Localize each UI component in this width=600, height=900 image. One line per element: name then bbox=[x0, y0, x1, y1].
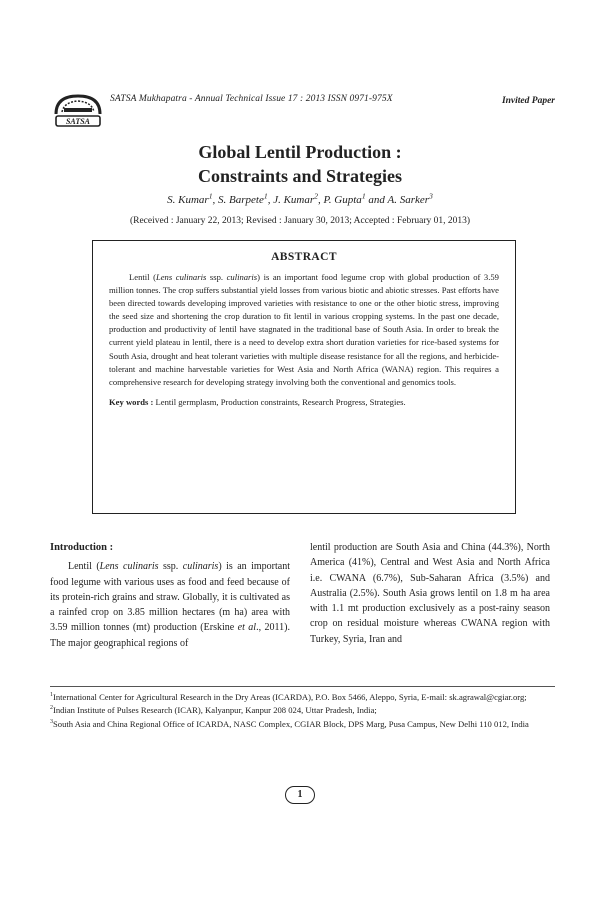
footnote: $^1$International Center for Agricultural Research in the Dry Areas (ICARDA), P.O. Box 5466, Aleppo, Syria, E-mail: sk.agrawal@cgiar.org; bbox=[50, 692, 527, 702]
author-affiliation: 1 bbox=[263, 191, 268, 201]
page-header bbox=[50, 92, 555, 132]
intro-paragraph-continued: lentil production are South Asia and China (44.3%), North America (41%), Central and West Asia and North Africa i.e. CWANA (6.7%), Sub-Saharan Africa (3.5%) and Australia (2.5%). South Asia grows lentil on 1.8 m ha area with 1.1 mt production exclusively as a post-rainy season crop on residual moisture whereas CWANA region with Turkey, Syria, Iran and bbox=[310, 542, 550, 645]
author-name: P. Gupta bbox=[323, 194, 362, 206]
keywords bbox=[109, 396, 499, 409]
footnote: $^2$Indian Institute of Pulses Research (ICAR), Kalyanpur, Kanpur 208 024, Uttar Pradesh, India; bbox=[50, 705, 377, 716]
section-heading: Introduction : bbox=[50, 542, 114, 553]
author-name: S. Kumar bbox=[167, 194, 209, 206]
body-column-right bbox=[310, 540, 550, 647]
body-column-left bbox=[50, 540, 290, 651]
page-number: 1 bbox=[285, 786, 315, 804]
author-name: A. Sarker bbox=[387, 194, 430, 206]
author-affiliation: 1 bbox=[361, 191, 366, 201]
title-line-2: Constraints and Strategies bbox=[197, 166, 402, 186]
abstract-heading: ABSTRACT bbox=[271, 251, 337, 263]
title-line-1: Global Lentil Production : bbox=[198, 142, 402, 162]
author-list: S. Kumar$^1$, S. Barpete$^1$, J. Kumar$^2$, P. Gupta$^1$ and A. Sarker$^3$ bbox=[167, 191, 433, 206]
journal-citation: SATSA Mukhapatra - Annual Technical Issue 17 : 2013 ISSN 0971-975X bbox=[110, 94, 393, 104]
author-affiliation: 2 bbox=[314, 191, 318, 201]
author-name: J. Kumar bbox=[273, 194, 315, 206]
author-affiliation: 1 bbox=[208, 191, 213, 201]
submission-dates: (Received : January 22, 2013; Revised : January 30, 2013; Accepted : February 01, 2013) bbox=[129, 216, 471, 226]
abstract-text: Lentil (Lens culinaris ssp. culinaris) is an important food legume crop with global production of 3.59 million tonnes. The crop suffers substantial yield losses from various biotic and abiotic stresses. Past efforts have been directed towards developing improved varieties with resistance to one or the other biotic stress, improving the seed size and shortening the crop duration to fit lentil in various cropping systems. In the past one decade, production and productivity of lentil have stagnated in the traditional base of South Asia. In order to break the current yield plateau in lentil, there is a need to develop extra short duration varieties for rice-based systems for South Asia, drought and heat tolerant varieties with multiple disease resistance for all the regions, and herbicide-tolerant and machine harvestable varieties for West Asia and North Africa (WANA) region. This requires a comprehensive research for developing strategy involving both the conventional and genomics tools. bbox=[109, 272, 499, 387]
author-name: S. Barpete bbox=[218, 194, 264, 206]
satsa-logo bbox=[50, 92, 106, 132]
affiliation-footnotes bbox=[50, 686, 555, 731]
keywords-list: Lentil germplasm, Production constraints, Research Progress, Strategies. bbox=[153, 396, 406, 407]
intro-paragraph: Lentil (Lens culinaris ssp. culinaris) is an important food legume with various uses as food and feed because of its protein-rich grains and straw. Globally, it is cultivated as a rainfed crop on 3.85 million hectares (m ha) area with 3.59 million tonnes (mt) production (Erskine et al., 2011). The major geographical regions of bbox=[50, 561, 291, 649]
keywords-label: Key words : bbox=[109, 396, 154, 407]
paper-title bbox=[0, 140, 600, 188]
paper-type-tag: Invited Paper bbox=[501, 96, 555, 106]
footnote: $^3$South Asia and China Regional Office of ICARDA, NASC Complex, CGIAR Block, DPS Marg, Pusa Campus, New Delhi 110 012, India bbox=[50, 718, 529, 729]
author-affiliation: 3 bbox=[429, 191, 433, 201]
logo-text: SATSA bbox=[65, 117, 91, 126]
abstract-box bbox=[92, 240, 516, 514]
